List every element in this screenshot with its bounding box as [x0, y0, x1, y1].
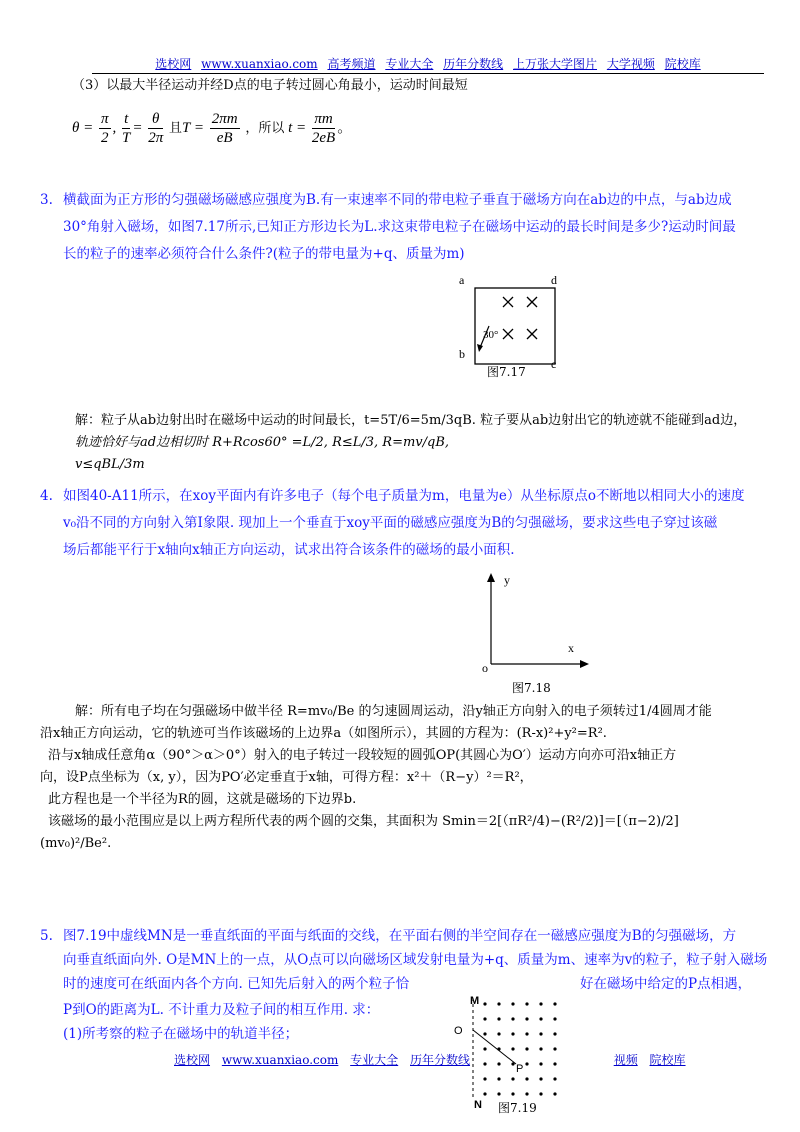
field-dot — [553, 1077, 556, 1080]
field-dot — [483, 1032, 486, 1035]
field-dot — [497, 1092, 500, 1095]
prev-answer-item3: （3）以最大半径运动并经D点的电子转过圆心角最小，运动时间最短 — [72, 78, 468, 93]
fig17-label-c: c — [551, 357, 557, 371]
q4-answer-line3: 沿与x轴成任意角α（90°＞α＞0°）射入的电子转过一段较短的圆弧OP(其圆心为O′）运动方向亦可沿x轴正方 — [48, 748, 677, 763]
q5-line2: 向垂直纸面向外. O是MN上的一点，从O点可以向磁场区域发射电量为+q、质量为m、速率为v的粒子，粒子射入磁场 — [63, 952, 768, 968]
header-link-colleges[interactable]: 院校库 — [664, 57, 701, 71]
fig17-square — [475, 288, 555, 364]
header-link-videos[interactable]: 大学视频 — [606, 57, 655, 71]
q3-line2: 30°角射入磁场，如图7.17所示,已知正方形边长为L.求这束带电粒子在磁场中运动的最长时间是多少?运动时间最 — [63, 219, 736, 235]
fig18-label-o: o — [482, 661, 488, 675]
fig19-field-dots — [483, 1002, 556, 1095]
q3-answer-line1: 解：粒子从ab边射出时在磁场中运动的时间最长，t=5T/6=5m/3qB. 粒子要从ab边射出它的轨迹就不能碰到ad边， — [75, 413, 747, 428]
field-dot — [483, 1017, 486, 1020]
field-dot — [497, 1077, 500, 1080]
fig17-field-crosses — [503, 297, 537, 339]
field-dot — [483, 1077, 486, 1080]
field-dot — [539, 1092, 542, 1095]
header-link-scores[interactable]: 历年分数线 — [443, 57, 504, 71]
fig18-x-arrowhead — [580, 660, 589, 668]
formula-theta: θ = — [72, 119, 94, 136]
field-dot — [497, 1002, 500, 1005]
fig19-label-N: N — [474, 1099, 482, 1111]
field-dot — [553, 1002, 556, 1005]
page-footer — [170, 1051, 690, 1068]
frac-t-T: $\frac{t}{T}$ — [122, 111, 131, 146]
field-dot — [525, 1032, 528, 1035]
prev-answer-formula: θ = $\frac{\pi}{2}$ , $\frac{t}{T}$ = $\frac{\theta}{2\pi}$ 且T = $\frac{2\pi m}{eB}$ ，所以 t = $\frac{\pi m}{2eB}$ 。 — [72, 111, 353, 146]
fig18-y-arrowhead — [487, 573, 495, 582]
field-dot — [553, 1092, 556, 1095]
q4-answer-line5: 此方程也是一个半径为R的圆，这就是磁场的下边界b. — [48, 792, 357, 807]
q4-answer-line1: 解：所有电子均在匀强磁场中做半径 R=mv₀/Be 的匀速圆周运动，沿y轴正方向射入的电子须转过1/4圆周才能 — [75, 704, 712, 719]
field-dot — [525, 1092, 528, 1095]
figure-7-17 — [455, 272, 575, 382]
frac-pim-2eB: $\frac{\pi m}{2eB}$ — [311, 111, 336, 146]
formula-t: t = — [288, 119, 307, 136]
footer-link-videos[interactable]: 视频 — [613, 1053, 638, 1067]
q3-number: 3. — [40, 192, 53, 208]
q5-number: 5. — [40, 928, 53, 944]
q5-line4: P到O的距离为L. 不计重力及粒子间的相互作用. 求： — [63, 1002, 380, 1018]
q5-line3b: 好在磁场中给定的P点相遇， — [580, 976, 752, 992]
q3-line1: 横截面为正方形的匀强磁场磁感应强度为B.有一束速率不同的带电粒子垂直于磁场方向在ab边的中点，与ab边成 — [63, 192, 732, 208]
q4-number: 4. — [40, 488, 53, 504]
formula-so: ，所以 — [245, 119, 285, 135]
field-dot — [511, 1092, 514, 1095]
footer-link-xuanxiao[interactable]: 选校网 — [174, 1053, 211, 1067]
field-dot — [483, 1002, 486, 1005]
field-dot — [511, 1017, 514, 1020]
footer-link-majors[interactable]: 专业大全 — [350, 1053, 399, 1067]
footer-link-scores[interactable]: 历年分数线 — [410, 1053, 471, 1067]
fig17-label-a: a — [459, 273, 465, 287]
fig18-label-x: x — [568, 641, 574, 655]
footer-link-colleges[interactable]: 院校库 — [649, 1053, 686, 1067]
fig18-caption: 图7.18 — [512, 681, 551, 695]
header-link-gaokao[interactable]: 高考频道 — [327, 57, 376, 71]
fig17-caption: 图7.17 — [487, 365, 526, 379]
fig18-label-y: y — [504, 573, 510, 587]
field-dot — [511, 1077, 514, 1080]
header-link-site[interactable]: www.xuanxiao.com — [201, 57, 318, 71]
q4-answer-line7: (mv₀)²/Be². — [40, 836, 112, 851]
field-dot — [539, 1077, 542, 1080]
field-dot — [511, 1002, 514, 1005]
q3-line3: 长的粒子的速率必须符合什么条件?(粒子的带电量为+q、质量为m) — [63, 246, 465, 262]
q5-line3a: 时的速度可在纸面内各个方向. 已知先后射入的两个粒子恰 — [63, 976, 410, 992]
field-dot — [525, 1017, 528, 1020]
fig19-label-M: M — [470, 995, 480, 1007]
q5-line5: (1)所考察的粒子在磁场中的轨道半径； — [63, 1026, 299, 1042]
q5-line1: 图7.19中虚线MN是一垂直纸面的平面与纸面的交线，在平面右侧的半空间存在一磁感应强度为B的匀强磁场，方 — [63, 928, 737, 944]
field-dot — [525, 1002, 528, 1005]
frac-pi-2: $\frac{\pi}{2}$ — [101, 111, 109, 146]
formula-and: 且 — [169, 119, 183, 135]
header-link-majors[interactable]: 专业大全 — [385, 57, 434, 71]
figure-7-18 — [478, 570, 598, 700]
header-link-xuanxiao[interactable]: 选校网 — [155, 57, 192, 71]
field-dot — [553, 1017, 556, 1020]
field-dot — [497, 1017, 500, 1020]
q4-answer-line2: 沿x轴正方向运动，它的轨迹可当作该磁场的上边界a（如图所示），其圆的方程为：(R-x)²+y²=R². — [40, 726, 607, 741]
field-dot — [539, 1017, 542, 1020]
formula-T: T = — [182, 119, 204, 136]
fig17-angle-label: 30° — [483, 329, 499, 341]
fig17-arrowhead — [477, 344, 483, 352]
frac-theta-2pi: $\frac{\theta}{2\pi}$ — [148, 111, 164, 146]
field-dot — [483, 1092, 486, 1095]
field-dot — [511, 1032, 514, 1035]
q4-answer-line4: 向，设P点坐标为（x, y），因为PO′必定垂直于x轴，可得方程：x²＋（R−y）²＝R²， — [40, 770, 533, 785]
header-link-photos[interactable]: 上万张大学图片 — [513, 57, 598, 71]
q4-answer-line6: 该磁场的最小范围应是以上两方程所代表的两个圆的交集，其面积为 Smin＝2[（πR²/4)−(R²/2)]＝[（π−2)/2] — [48, 814, 679, 829]
field-dot — [553, 1032, 556, 1035]
fig19-label-P: P — [516, 1063, 524, 1075]
q3-answer-line3: v≤qBL/3m — [75, 457, 145, 472]
q4-line3: 场后都能平行于x轴向x轴正方向运动，试求出符合该条件的磁场的最小面积. — [63, 542, 515, 558]
q3-answer-line2: 轨迹恰好与ad边相切时 R+Rcos60° =L/2, R≤L/3, R=mv/qB, — [75, 435, 450, 450]
q4-line2: v₀沿不同的方向射入第Ⅰ象限. 现加上一个垂直于xoy平面的磁感应强度为B的匀强磁场，要求这些电子穿过该磁 — [63, 515, 718, 531]
fig17-label-b: b — [459, 347, 465, 361]
fig19-caption: 图7.19 — [498, 1101, 537, 1115]
field-dot — [539, 1002, 542, 1005]
footer-link-site[interactable]: www.xuanxiao.com — [221, 1053, 339, 1067]
frac-2pim-eB: $\frac{2\pi m}{eB}$ — [211, 111, 238, 146]
fig19-label-O: O — [454, 1025, 463, 1037]
page-header — [92, 55, 764, 72]
fig17-label-d: d — [551, 273, 557, 287]
q4-line1: 如图40-A11所示，在xoy平面内有许多电子（每个电子质量为m，电量为e）从坐标原点o不断地以相同大小的速度 — [63, 488, 745, 504]
field-dot — [497, 1032, 500, 1035]
field-dot — [539, 1032, 542, 1035]
field-dot — [525, 1077, 528, 1080]
formula-end: 。 — [337, 119, 353, 136]
